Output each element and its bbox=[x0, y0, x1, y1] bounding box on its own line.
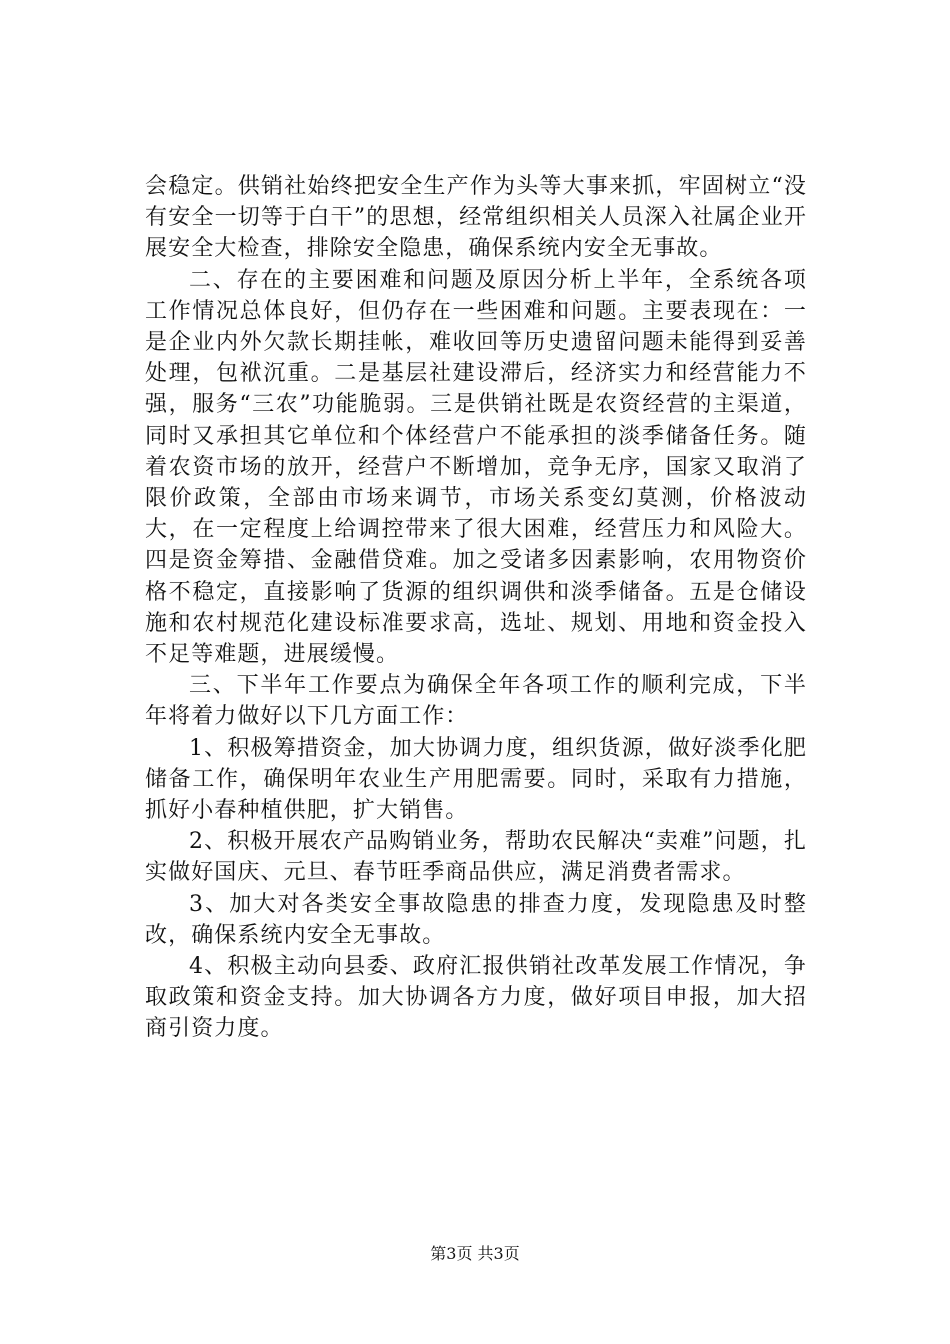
document-body bbox=[145, 171, 807, 1045]
paragraph-work-plan-heading: 三、下半年工作要点为确保全年各项工作的顺利完成，下半年将着力做好以下几方面工作： bbox=[145, 673, 807, 730]
paragraph-item-3: 3、加大对各类安全事故隐患的排查力度，发现隐患及时整改，确保系统内安全无事故。 bbox=[145, 891, 807, 948]
paragraph-safety-continuation: 会稳定。供销社始终把安全生产作为头等大事来抓，牢固树立“没有安全一切等于白干”的思想，经常组织相关人员深入社属企业开展安全大检查，排除安全隐患，确保系统内安全无事故。 bbox=[145, 174, 807, 262]
paragraph-item-2: 2、积极开展农产品购销业务，帮助农民解决“卖难”问题，扎实做好国庆、元旦、春节旺季商品供应，满足消费者需求。 bbox=[145, 829, 807, 886]
paragraph-problems: 二、存在的主要困难和问题及原因分析上半年，全系统各项工作情况总体良好，但仍存在一些困难和问题。主要表现在：一是企业内外欠款长期挂帐，难收回等历史遗留问题未能得到妥善处理，包袱沉重。二是基层社建设滞后，经济实力和经营能力不强，服务“三农”功能脆弱。三是供销社既是农资经营的主渠道，同时又承担其它单位和个体经营户不能承担的淡季储备任务。随着农资市场的放开，经营户不断增加，竞争无序，国家又取消了限价政策，全部由市场来调节，市场关系变幻莫测，价格波动大，在一定程度上给调控带来了很大困难，经营压力和风险大。四是资金筹措、金融借贷难。加之受诸多因素影响，农用物资价格不稳定，直接影响了货源的组织调供和淡季储备。五是仓储设施和农村规范化建设标准要求高，选址、规划、用地和资金投入不足等难题，进展缓慢。 bbox=[145, 267, 807, 668]
paragraph-item-1: 1、积极筹措资金，加大协调力度，组织货源，做好淡季化肥储备工作，确保明年农业生产用肥需要。同时，采取有力措施，抓好小春种植供肥，扩大销售。 bbox=[145, 735, 807, 824]
paragraph-item-4: 4、积极主动向县委、政府汇报供销社改革发展工作情况，争取政策和资金支持。加大协调各方力度，做好项目申报，加大招商引资力度。 bbox=[145, 954, 807, 1042]
page-number-footer: 第3页 共3页 bbox=[430, 1244, 520, 1263]
